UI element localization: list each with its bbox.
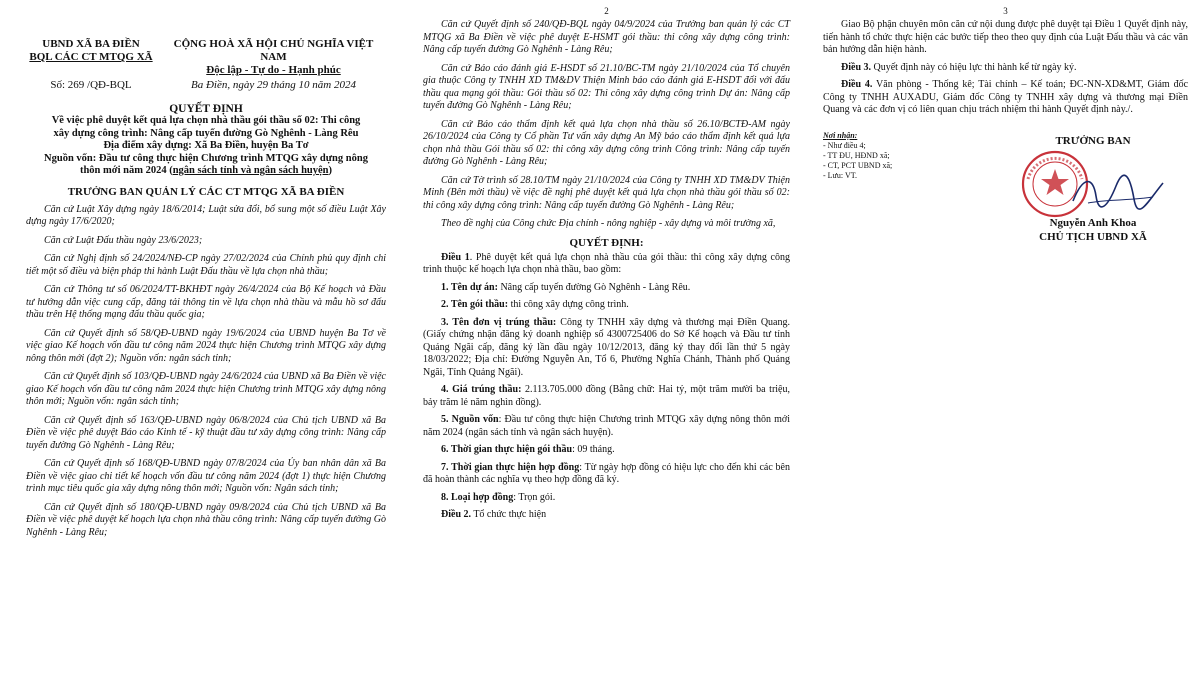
signer-role: TRƯỞNG BAN — [1055, 134, 1131, 147]
article-3-label: Điều 3. — [841, 61, 871, 73]
article-4 — [823, 79, 1188, 117]
item-text: thi công xây dựng công trình. — [508, 299, 629, 310]
signer-name: Nguyễn Anh Khoa — [1049, 216, 1137, 229]
item-text: : 09 tháng. — [572, 444, 615, 455]
header-row-2 — [26, 79, 386, 91]
subject-line-5 — [26, 165, 386, 178]
page-3 — [803, 0, 1200, 681]
legal-basis: Căn cứ Báo cáo đánh giá E-HSDT số 21.10/BC-TM ngày 21/10/2024 của Tổ chuyên gia thuộc Công ty TNHH XD TM&DV Thiện Minh báo cáo đánh giá E-HSDT đối với đấu thầu qua mạng gói thầu: Gói thầu số 02: Thi công xây dựng công trình Dự án: Nâng cấp tuyến đường Gò Nghênh - Làng Rêu; — [423, 62, 790, 111]
subject-line-5a: thôn mới năm 2024 ( — [79, 165, 173, 176]
legal-basis: Căn cứ Quyết định số 240/QĐ-BQL ngày 04/9/2024 của Trưởng ban quản lý các CT MTQG xã Ba Điền về việc phê duyệt E-HSMT gói thầu: thi công xây dựng công trình: Nâng cấp tuyến đường Gò Nghênh - Làng Rêu; — [423, 19, 790, 55]
item-text: : Từ ngày hợp đồng có hiệu lực cho đến khi các bên đã hoàn thành các nghĩa vụ theo hợp đồng đã ký. — [423, 461, 790, 485]
document-number — [26, 79, 156, 91]
item-text: : Đầu tư công thực hiện Chương trình MTQG xây dựng nông thôn mới năm 2024 (ngân sách tỉnh và ngân sách huyện). — [423, 414, 791, 438]
number-suffix: /QĐ-BQL — [84, 79, 132, 91]
article-item — [423, 462, 790, 487]
item-label: 1. Tên dự án: — [441, 281, 498, 293]
page-number: 3 — [1003, 6, 1008, 16]
legal-basis: Căn cứ Quyết định số 103/QĐ-UBND ngày 24/6/2024 của UBND xã Ba Điền về việc giao Kế hoạch vốn đầu tư công năm 2024 thực hiện Chương trình MTQG xây dựng nông thôn mới; Nguồn vốn: ngân sách tỉnh; — [26, 371, 386, 407]
subject-line-1: Về việc phê duyệt kết quả lựa chọn nhà thầu gói thầu số 02: Thi công — [51, 115, 361, 126]
legal-basis: Căn cứ Quyết định số 168/QĐ-UBND ngày 07/8/2024 của Ủy ban nhân dân xã Ba Điền về việc giao chi tiết kế hoạch vốn đầu tư công năm 2024 (đợt 1) thực hiện Chương trình mục tiêu quốc gia xây dựng nông thôn mới; Nguồn vốn: Ngân sách tỉnh; — [26, 458, 386, 494]
item-label: 8. Loại hợp đồng — [441, 491, 514, 503]
org-line-2: BQL CÁC CT MTQG XÃ — [29, 51, 153, 63]
article-item — [423, 317, 790, 380]
header — [26, 38, 386, 77]
number-prefix: Số: — [50, 79, 68, 91]
signature-area — [823, 131, 1188, 241]
subject-line-4: Nguồn vốn: Đầu tư công thực hiện Chương trình MTQG xây dựng nông — [44, 152, 368, 164]
legal-basis: Căn cứ Thông tư số 06/2024/TT-BKHĐT ngày 26/4/2024 của Bộ Kế hoạch và Đầu tư hướng dẫn việc cung cấp, đăng tải thông tin về lựa chọn nhà thầu và mẫu hồ sơ đấu thầu trên Hệ thống mạng đấu thầu quốc gia; — [26, 284, 386, 320]
document-title: QUYẾT ĐỊNH — [169, 103, 243, 115]
legal-basis: Căn cứ Luật Đấu thầu ngày 23/6/2023; — [44, 234, 203, 246]
issuing-org — [26, 38, 156, 77]
document-subject — [26, 115, 386, 178]
recipient: - Lưu: VT. — [823, 170, 858, 180]
item-text: 2.113.705.000 đồng (Bằng chữ: Hai tỷ, một trăm mười ba triệu, bảy trăm lẻ năm nghìn đồng). — [423, 384, 790, 408]
item-label: 5. Nguồn vốn — [441, 414, 499, 425]
legal-basis: Căn cứ Báo cáo thẩm định kết quả lựa chọn nhà thầu số 26.10/BCTĐ-AM ngày 26/10/2024 của Công ty Cổ phần Tư vấn xây dựng An Mỹ báo cáo thẩm định kết quả lựa chọn nhà thầu Gói thầu số 02: thi công xây dựng công trình Công trình: Nâng cấp tuyến đường Gò Nghênh - Làng Rêu; — [423, 118, 790, 167]
article-4-text: Văn phòng - Thống kê; Tài chính – Kế toán; ĐC-NN-XD&MT, Giám đốc Công ty TNHH AUXADU, Giám đốc Công ty TNHH xây dựng và thương mại Điền Quang và các đơn vị có liên quan chịu trách nhiệm thi hành Quyết định này./. — [823, 79, 1189, 115]
date-day: 29 — [256, 79, 268, 91]
legal-basis: Căn cứ Tờ trình số 28.10/TM ngày 21/10/2024 của Công ty TNHH XD TM&DV Thiện Minh (Bên mời thầu) về việc đề nghị phê duyệt kết quả lựa chọn nhà thầu gói thầu số 02: thi công xây dựng công trình: Nâng cấp tuyến đường Gò Nghênh - Làng Rêu; — [423, 174, 790, 211]
item-label: 6. Thời gian thực hiện gói thầu — [441, 444, 573, 455]
article-item — [423, 384, 790, 409]
article-item — [423, 282, 790, 295]
number-value: 269 — [67, 79, 85, 91]
recipient: - Như điều 4; — [823, 140, 866, 150]
item-text: Nâng cấp tuyến đường Gò Nghênh - Làng Rêu. — [497, 281, 691, 293]
legal-basis: Căn cứ Quyết định số 163/QĐ-UBND ngày 06/8/2024 của Chủ tịch UBND xã Ba Điền về việc phê duyệt Báo cáo Kinh tế - kỹ thuật đầu tư xây dựng công trình: Nâng cấp tuyến đường Gò Nghênh - Làng Rêu; — [26, 414, 386, 451]
article-2 — [423, 509, 790, 522]
legal-bases-2 — [423, 19, 790, 231]
nation-name: CỘNG HOÀ XÃ HỘI CHỦ NGHĨA VIỆT NAM — [173, 38, 374, 63]
article-2-text: Tổ chức thực hiện — [471, 509, 547, 520]
org-line-1: UBND XÃ BA ĐIỀN — [42, 38, 140, 50]
article-4-label: Điều 4. — [841, 79, 873, 90]
article-2-body: Giao Bộ phận chuyên môn căn cứ nội dung được phê duyệt tại Điều 1 Quyết định này, tiến hành tổ chức thực hiện các bước tiếp theo theo quy định của Luật Đấu thầu và các văn bản hướng dẫn hiện hành. — [823, 19, 1188, 55]
article-item — [423, 299, 790, 312]
decision-heading: QUYẾT ĐỊNH: — [569, 236, 644, 249]
handwritten-signature-icon — [1068, 171, 1168, 211]
legal-basis: Căn cứ Nghị định số 24/2024/NĐ-CP ngày 27/02/2024 của Chính phủ quy định chi tiết một số điều và biện pháp thi hành Luật Đấu thầu về lựa chọn nhà thầu; — [26, 253, 386, 277]
subject-line-3: Địa điểm xây dựng: Xã Ba Điền, huyện Ba Tơ — [103, 140, 309, 151]
authority-heading: TRƯỞNG BAN QUẢN LÝ CÁC CT MTQG XÃ BA ĐIỀN — [67, 185, 345, 198]
article-item — [423, 492, 790, 505]
national-motto: Độc lập - Tự do - Hạnh phúc — [206, 64, 341, 76]
article-3-text: Quyết định này có hiệu lực thi hành kể từ ngày ký. — [871, 61, 1077, 73]
legal-basis: Căn cứ Luật Xây dựng ngày 18/6/2014; Luật sửa đổi, bổ sung một số điều Luật Xây dựng ngày 17/6/2020; — [26, 203, 386, 227]
article-1 — [423, 252, 790, 277]
legal-basis: Căn cứ Quyết định số 180/QĐ-UBND ngày 09/8/2024 của Chủ tịch UBND xã Ba Điền về việc phê duyệt kế hoạch lựa chọn nhà thầu công trình: Nâng cấp tuyến đường Gò Nghênh - Làng Rêu; — [26, 501, 386, 538]
legal-basis: Căn cứ Quyết định số 58/QĐ-UBND ngày 19/6/2024 của UBND huyện Ba Tơ về việc giao Kế hoạch vốn đầu tư công năm 2024 thực hiện Chương trình MTQG xây dựng nông thôn mới (đợt 2); Nguồn vốn: ngân sách tỉnh; — [26, 327, 386, 364]
document-date — [161, 79, 386, 91]
subject-line-5c: ) — [328, 165, 333, 176]
article-item — [423, 414, 790, 439]
recipients-title: Nơi nhận: — [823, 130, 858, 140]
article-1-label: Điều 1 — [441, 251, 470, 263]
legal-basis: Theo đề nghị của Công chức Địa chính - nông nghiệp - xây dựng và môi trường xã, — [441, 218, 776, 229]
article-2-label: Điều 2. — [441, 509, 471, 520]
recipient: - CT, PCT UBND xã; — [823, 160, 893, 170]
page-number: 2 — [604, 6, 609, 16]
date-prefix: Ba Điền, ngày — [191, 79, 257, 91]
item-text: Công ty TNHH xây dựng và thương mại Điền Quang. (Giấy chứng nhận đăng ký doanh nghiệp số 4300725406 do Sở Kế hoạch và Đầu tư tỉnh Quảng Ngãi cấp, đăng ký lần đầu ngày 10/12/2013, đăng ký thay đổi lần thứ 5 ngày 18/03/2022; Địa chỉ: Đường Nguyễn An, Tổ 6, Phường Nghĩa Chánh, Thành phố Quảng Ngãi, Tỉnh Quảng Ngãi). — [423, 316, 790, 378]
article-item — [423, 444, 790, 457]
legal-bases-1 — [26, 204, 386, 540]
page-2 — [403, 0, 800, 681]
item-label: 3. Tên đơn vị trúng thầu: — [441, 316, 557, 328]
date-rest: tháng 10 năm 2024 — [267, 79, 356, 91]
signer-position: CHỦ TỊCH UBND XÃ — [1039, 230, 1147, 243]
article-3 — [823, 62, 1188, 75]
recipient: - TT ĐU, HĐND xã; — [823, 150, 890, 160]
national-header — [161, 38, 386, 77]
item-label: 2. Tên gói thầu: — [441, 299, 509, 310]
subject-line-2: xây dựng công trình: Nâng cấp tuyến đường Gò Nghênh - Làng Rêu — [53, 127, 359, 139]
subject-line-5b: ngân sách tỉnh và ngân sách huyện — [172, 165, 329, 176]
article-1-text: . Phê duyệt kết quả lựa chọn nhà thầu của gói thầu: thi công xây dựng công trình thuộc kế hoạch lựa chọn nhà thầu, bao gồm: — [423, 251, 790, 275]
item-label: 4. Giá trúng thầu: — [441, 384, 522, 395]
signer-block — [998, 131, 1188, 241]
item-text: : Trọn gói. — [513, 491, 556, 503]
item-label: 7. Thời gian thực hiện hợp đồng — [441, 461, 580, 473]
recipients-list — [823, 131, 973, 241]
page-1 — [0, 0, 400, 681]
